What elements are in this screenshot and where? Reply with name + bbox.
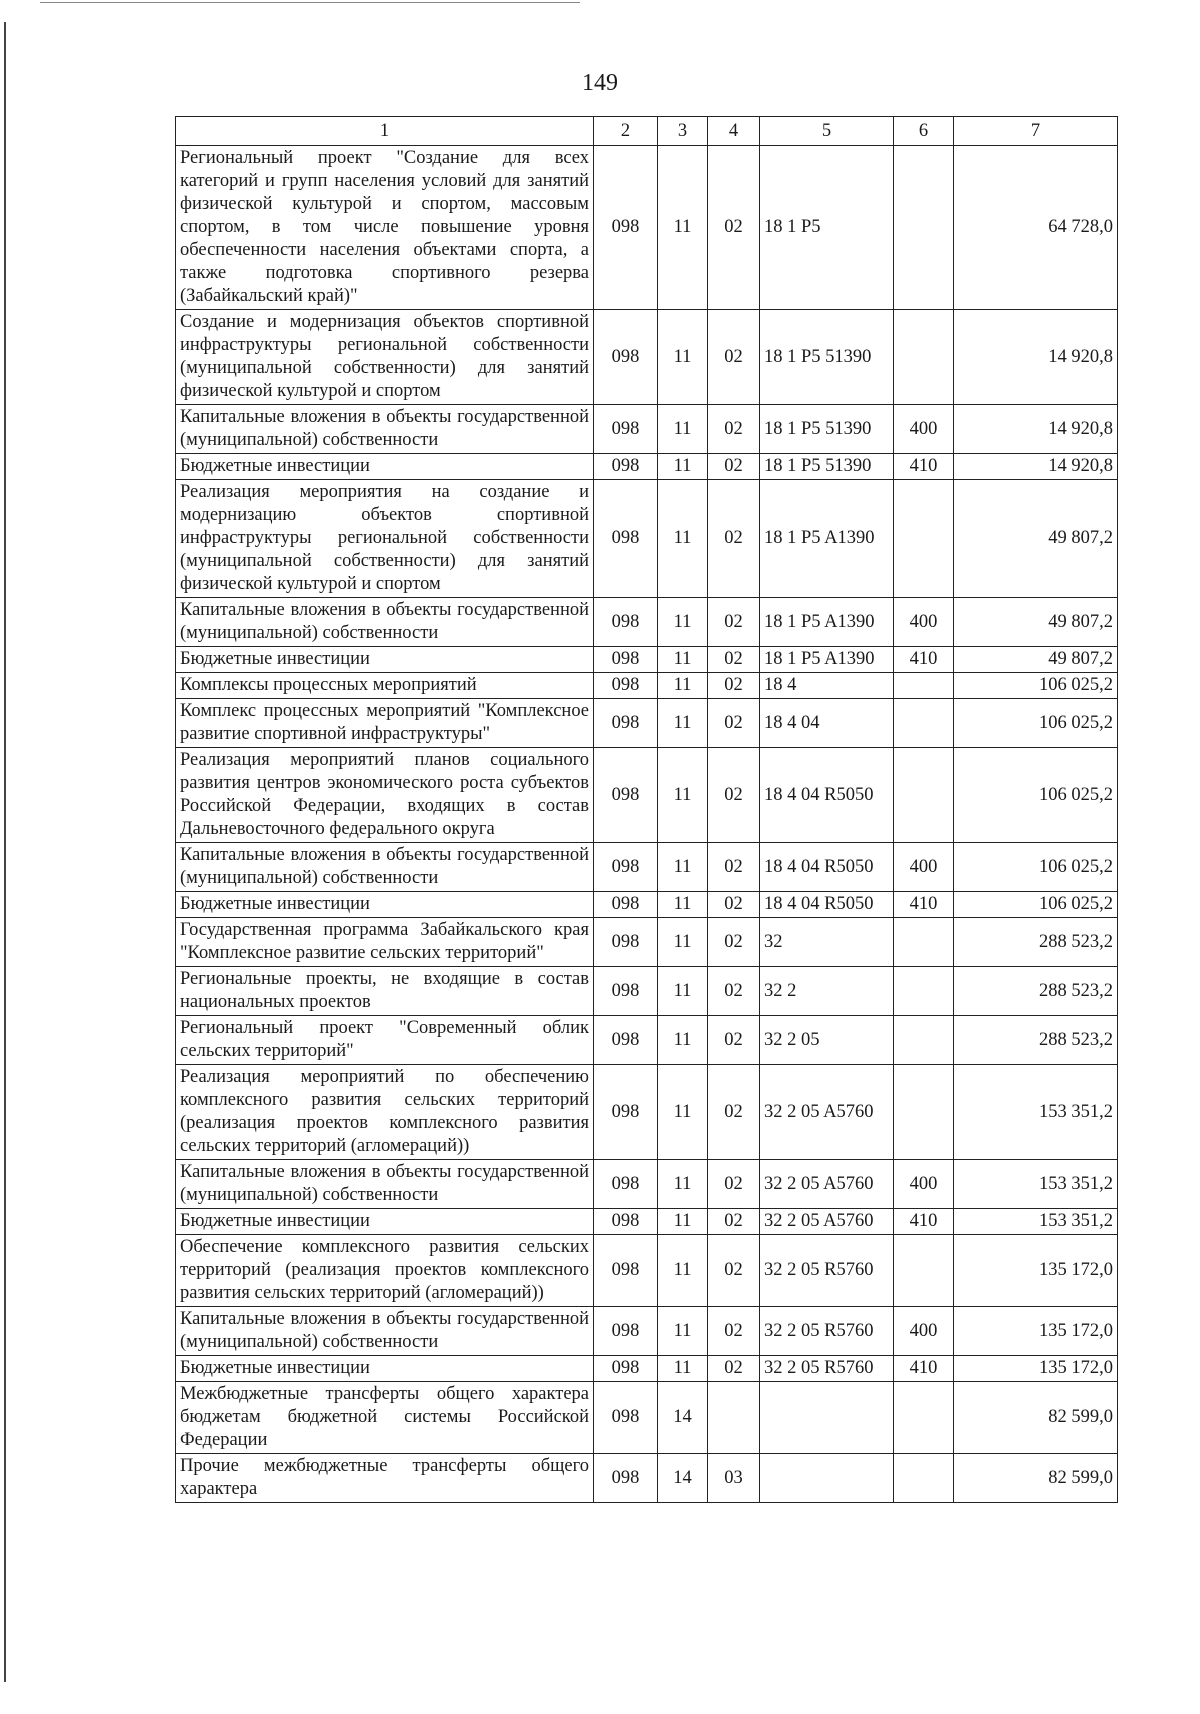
target-article-cell: 18 4 [760, 673, 894, 699]
ministry-code-cell: 098 [594, 1235, 658, 1307]
target-article-cell: 18 1 P5 A1390 [760, 647, 894, 673]
item-name-cell: Бюджетные инвестиции [176, 647, 594, 673]
ministry-code-cell: 098 [594, 647, 658, 673]
section-code-cell: 11 [658, 598, 708, 647]
amount-cell: 135 172,0 [954, 1235, 1118, 1307]
subsection-code-cell: 02 [708, 647, 760, 673]
section-code-cell: 11 [658, 748, 708, 843]
amount-cell: 153 351,2 [954, 1160, 1118, 1209]
table-row [176, 843, 1118, 892]
subsection-code-cell: 02 [708, 454, 760, 480]
subsection-code-cell: 02 [708, 1356, 760, 1382]
expense-type-cell [894, 1235, 954, 1307]
amount-cell: 135 172,0 [954, 1307, 1118, 1356]
subsection-code-cell: 02 [708, 1235, 760, 1307]
column-header: 1 [176, 117, 594, 146]
table-body [176, 146, 1118, 1503]
section-code-cell: 11 [658, 892, 708, 918]
ministry-code-cell: 098 [594, 748, 658, 843]
subsection-code-cell: 02 [708, 918, 760, 967]
section-code-cell: 11 [658, 1160, 708, 1209]
section-code-cell: 11 [658, 480, 708, 598]
section-code-cell: 11 [658, 310, 708, 405]
section-code-cell: 11 [658, 1065, 708, 1160]
expense-type-cell: 400 [894, 405, 954, 454]
amount-cell: 135 172,0 [954, 1356, 1118, 1382]
ministry-code-cell: 098 [594, 1356, 658, 1382]
section-code-cell: 11 [658, 405, 708, 454]
expense-type-cell: 410 [894, 454, 954, 480]
ministry-code-cell: 098 [594, 405, 658, 454]
expense-type-cell [894, 918, 954, 967]
target-article-cell: 18 4 04 R5050 [760, 892, 894, 918]
ministry-code-cell: 098 [594, 967, 658, 1016]
ministry-code-cell: 098 [594, 598, 658, 647]
target-article-cell: 32 2 05 R5760 [760, 1307, 894, 1356]
table-row [176, 310, 1118, 405]
expense-type-cell: 410 [894, 647, 954, 673]
table-row [176, 918, 1118, 967]
scan-top-rule [40, 2, 580, 3]
amount-cell: 106 025,2 [954, 748, 1118, 843]
table-row [176, 1382, 1118, 1454]
target-article-cell: 32 2 [760, 967, 894, 1016]
table-row [176, 1160, 1118, 1209]
ministry-code-cell: 098 [594, 1016, 658, 1065]
item-name-cell: Реализация мероприятий по обеспечению комплексного развития сельских территорий (реализация проектов комплексного развития сельских территорий (агломераций)) [176, 1065, 594, 1160]
amount-cell: 106 025,2 [954, 699, 1118, 748]
item-name-cell: Реализация мероприятия на создание и модернизацию объектов спортивной инфраструктуры региональной собственности (муниципальной собственности) для занятий физической культурой и спортом [176, 480, 594, 598]
table-row [176, 1454, 1118, 1503]
subsection-code-cell: 02 [708, 310, 760, 405]
target-article-cell: 18 1 P5 A1390 [760, 598, 894, 647]
column-header: 5 [760, 117, 894, 146]
subsection-code-cell [708, 1382, 760, 1454]
expense-type-cell [894, 1065, 954, 1160]
section-code-cell: 14 [658, 1454, 708, 1503]
target-article-cell: 18 1 P5 [760, 146, 894, 310]
target-article-cell: 18 4 04 [760, 699, 894, 748]
ministry-code-cell: 098 [594, 1065, 658, 1160]
amount-cell: 106 025,2 [954, 843, 1118, 892]
expense-type-cell [894, 1382, 954, 1454]
target-article-cell: 32 [760, 918, 894, 967]
amount-cell: 49 807,2 [954, 647, 1118, 673]
ministry-code-cell: 098 [594, 843, 658, 892]
section-code-cell: 14 [658, 1382, 708, 1454]
target-article-cell: 18 4 04 R5050 [760, 748, 894, 843]
section-code-cell: 11 [658, 454, 708, 480]
target-article-cell: 32 2 05 R5760 [760, 1356, 894, 1382]
table-row [176, 454, 1118, 480]
item-name-cell: Государственная программа Забайкальского края "Комплексное развитие сельских территорий" [176, 918, 594, 967]
table-row [176, 598, 1118, 647]
subsection-code-cell: 02 [708, 1307, 760, 1356]
subsection-code-cell: 02 [708, 843, 760, 892]
amount-cell: 288 523,2 [954, 967, 1118, 1016]
ministry-code-cell: 098 [594, 1209, 658, 1235]
item-name-cell: Капитальные вложения в объекты государственной (муниципальной) собственности [176, 598, 594, 647]
subsection-code-cell: 02 [708, 673, 760, 699]
section-code-cell: 11 [658, 1235, 708, 1307]
ministry-code-cell: 098 [594, 454, 658, 480]
subsection-code-cell: 02 [708, 1065, 760, 1160]
column-header: 6 [894, 117, 954, 146]
amount-cell: 49 807,2 [954, 480, 1118, 598]
section-code-cell: 11 [658, 647, 708, 673]
item-name-cell: Капитальные вложения в объекты государственной (муниципальной) собственности [176, 405, 594, 454]
item-name-cell: Межбюджетные трансферты общего характера бюджетам бюджетной системы Российской Федерации [176, 1382, 594, 1454]
expense-type-cell [894, 310, 954, 405]
subsection-code-cell: 02 [708, 748, 760, 843]
expense-type-cell: 410 [894, 1209, 954, 1235]
target-article-cell: 18 1 P5 51390 [760, 454, 894, 480]
amount-cell: 153 351,2 [954, 1065, 1118, 1160]
section-code-cell: 11 [658, 1356, 708, 1382]
target-article-cell: 32 2 05 A5760 [760, 1209, 894, 1235]
subsection-code-cell: 02 [708, 598, 760, 647]
subsection-code-cell: 03 [708, 1454, 760, 1503]
item-name-cell: Капитальные вложения в объекты государственной (муниципальной) собственности [176, 843, 594, 892]
table-row [176, 647, 1118, 673]
section-code-cell: 11 [658, 673, 708, 699]
expense-type-cell [894, 480, 954, 598]
subsection-code-cell: 02 [708, 699, 760, 748]
scan-left-edge [4, 22, 6, 1682]
amount-cell: 14 920,8 [954, 310, 1118, 405]
item-name-cell: Бюджетные инвестиции [176, 1209, 594, 1235]
section-code-cell: 11 [658, 1307, 708, 1356]
table-row [176, 1065, 1118, 1160]
table-row [176, 892, 1118, 918]
subsection-code-cell: 02 [708, 892, 760, 918]
column-header: 3 [658, 117, 708, 146]
target-article-cell: 32 2 05 R5760 [760, 1235, 894, 1307]
expense-type-cell [894, 1016, 954, 1065]
item-name-cell: Бюджетные инвестиции [176, 892, 594, 918]
ministry-code-cell: 098 [594, 310, 658, 405]
ministry-code-cell: 098 [594, 1307, 658, 1356]
item-name-cell: Региональный проект "Создание для всех категорий и групп населения условий для занятий физической культурой и спортом, массовым спортом, в том числе повышение уровня обеспеченности населения объектами спорта, а также подготовка спортивного резерва (Забайкальский край)" [176, 146, 594, 310]
amount-cell: 64 728,0 [954, 146, 1118, 310]
item-name-cell: Комплекс процессных мероприятий "Комплексное развитие спортивной инфраструктуры" [176, 699, 594, 748]
ministry-code-cell: 098 [594, 1160, 658, 1209]
item-name-cell: Капитальные вложения в объекты государственной (муниципальной) собственности [176, 1160, 594, 1209]
ministry-code-cell: 098 [594, 673, 658, 699]
section-code-cell: 11 [658, 699, 708, 748]
ministry-code-cell: 098 [594, 699, 658, 748]
section-code-cell: 11 [658, 967, 708, 1016]
ministry-code-cell: 098 [594, 146, 658, 310]
subsection-code-cell: 02 [708, 405, 760, 454]
expense-type-cell [894, 967, 954, 1016]
budget-table [175, 116, 1118, 1503]
amount-cell: 106 025,2 [954, 673, 1118, 699]
subsection-code-cell: 02 [708, 480, 760, 598]
section-code-cell: 11 [658, 1209, 708, 1235]
table-row [176, 146, 1118, 310]
table-row [176, 480, 1118, 598]
table-row [176, 1016, 1118, 1065]
subsection-code-cell: 02 [708, 1209, 760, 1235]
item-name-cell: Комплексы процессных мероприятий [176, 673, 594, 699]
table-row [176, 405, 1118, 454]
expense-type-cell [894, 146, 954, 310]
expense-type-cell [894, 1454, 954, 1503]
item-name-cell: Создание и модернизация объектов спортивной инфраструктуры региональной собственности (муниципальной собственности) для занятий физической культурой и спортом [176, 310, 594, 405]
item-name-cell: Обеспечение комплексного развития сельских территорий (реализация проектов комплексного развития сельских территорий (агломераций)) [176, 1235, 594, 1307]
table-row [176, 1235, 1118, 1307]
ministry-code-cell: 098 [594, 480, 658, 598]
column-header: 2 [594, 117, 658, 146]
item-name-cell: Бюджетные инвестиции [176, 454, 594, 480]
subsection-code-cell: 02 [708, 146, 760, 310]
subsection-code-cell: 02 [708, 1160, 760, 1209]
amount-cell: 288 523,2 [954, 918, 1118, 967]
expense-type-cell: 400 [894, 1160, 954, 1209]
expense-type-cell: 410 [894, 1356, 954, 1382]
item-name-cell: Капитальные вложения в объекты государственной (муниципальной) собственности [176, 1307, 594, 1356]
target-article-cell: 18 1 P5 51390 [760, 310, 894, 405]
table-row [176, 1209, 1118, 1235]
expense-type-cell [894, 699, 954, 748]
expense-type-cell: 410 [894, 892, 954, 918]
amount-cell: 14 920,8 [954, 454, 1118, 480]
target-article-cell: 32 2 05 A5760 [760, 1065, 894, 1160]
ministry-code-cell: 098 [594, 918, 658, 967]
section-code-cell: 11 [658, 1016, 708, 1065]
section-code-cell: 11 [658, 918, 708, 967]
expense-type-cell: 400 [894, 598, 954, 647]
table-header-row [176, 117, 1118, 146]
table-row [176, 967, 1118, 1016]
subsection-code-cell: 02 [708, 967, 760, 1016]
table-row [176, 748, 1118, 843]
table-row [176, 1307, 1118, 1356]
target-article-cell [760, 1454, 894, 1503]
item-name-cell: Региональные проекты, не входящие в состав национальных проектов [176, 967, 594, 1016]
expense-type-cell: 400 [894, 1307, 954, 1356]
subsection-code-cell: 02 [708, 1016, 760, 1065]
ministry-code-cell: 098 [594, 1454, 658, 1503]
table-row [176, 699, 1118, 748]
ministry-code-cell: 098 [594, 892, 658, 918]
amount-cell: 153 351,2 [954, 1209, 1118, 1235]
column-header: 7 [954, 117, 1118, 146]
expense-type-cell [894, 748, 954, 843]
column-header: 4 [708, 117, 760, 146]
table-row [176, 673, 1118, 699]
item-name-cell: Региональный проект "Современный облик сельских территорий" [176, 1016, 594, 1065]
amount-cell: 288 523,2 [954, 1016, 1118, 1065]
page-number: 149 [582, 70, 618, 96]
amount-cell: 14 920,8 [954, 405, 1118, 454]
section-code-cell: 11 [658, 843, 708, 892]
target-article-cell [760, 1382, 894, 1454]
item-name-cell: Реализация мероприятий планов социального развития центров экономического роста субъектов Российской Федерации, входящих в состав Дальневосточного федерального округа [176, 748, 594, 843]
expense-type-cell: 400 [894, 843, 954, 892]
ministry-code-cell: 098 [594, 1382, 658, 1454]
target-article-cell: 18 4 04 R5050 [760, 843, 894, 892]
target-article-cell: 18 1 P5 A1390 [760, 480, 894, 598]
amount-cell: 82 599,0 [954, 1382, 1118, 1454]
amount-cell: 49 807,2 [954, 598, 1118, 647]
expense-type-cell [894, 673, 954, 699]
amount-cell: 82 599,0 [954, 1454, 1118, 1503]
target-article-cell: 32 2 05 A5760 [760, 1160, 894, 1209]
table-row [176, 1356, 1118, 1382]
amount-cell: 106 025,2 [954, 892, 1118, 918]
item-name-cell: Прочие межбюджетные трансферты общего характера [176, 1454, 594, 1503]
target-article-cell: 32 2 05 [760, 1016, 894, 1065]
item-name-cell: Бюджетные инвестиции [176, 1356, 594, 1382]
section-code-cell: 11 [658, 146, 708, 310]
target-article-cell: 18 1 P5 51390 [760, 405, 894, 454]
